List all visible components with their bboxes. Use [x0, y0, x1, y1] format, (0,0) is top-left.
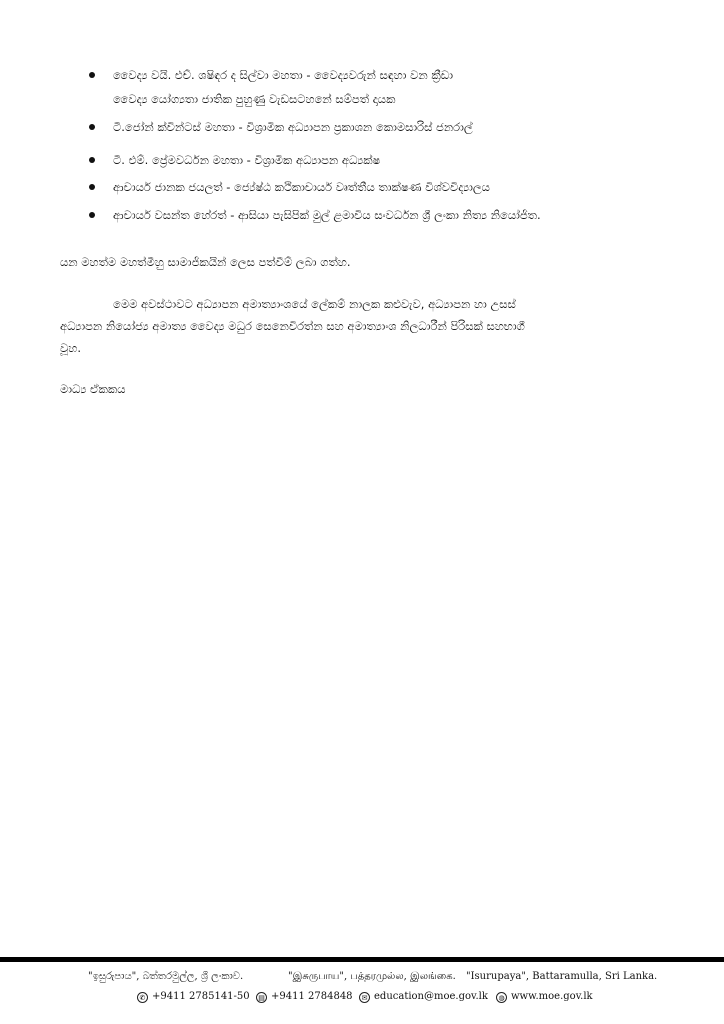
fax-contact — [256, 990, 353, 1004]
phone-number: +9411 2785141-50 — [152, 991, 250, 1002]
fax-icon: ▤ — [256, 992, 267, 1003]
member-line: වෛද්‍ය වයි. එච්. ශෂිඳර ද සිල්වා මහතා - වෛද්‍යවරුන් සඳහා වන ක්‍රීඩා — [113, 68, 453, 82]
member-line: ආචාර්ය ජානක ජයලත් - ජ්‍යේෂ්ඨ කථිකාචාර්ය වෘත්තීය තාක්ෂණ විශ්වවිද්‍යාලය — [113, 180, 490, 194]
member-line: ආචාර්ය වසන්ත හේරත් - ආසියා පැසිපික් මුල් ළමාවිය සංවර්ධන ශ්‍රී ලංකා නිත්‍ය නියෝජිත. — [113, 208, 541, 222]
website-url[interactable]: www.moe.gov.lk — [511, 991, 593, 1002]
footer-divider — [0, 957, 724, 962]
address-sinhala: "ඉසුරුපාය", බත්තරමුල්ල, ශ්‍රී ලංකාව. — [88, 971, 244, 982]
member-line: ටී.ජෝන් ක්වින්ටස් මහතා - විශ්‍රාමික අධ්‍යාපන ප්‍රකාශන කොමසාරිස් ජනරාල් — [113, 120, 473, 134]
attendance-paragraph-line2: අධ්‍යාපන නියෝජ්‍ය අමාත්‍ය වෛද්‍ය මධුර සෙනෙවිරත්න සහ අමාත්‍යාංශ නිලධාරීන් පිරිසක් සහභාගී — [60, 319, 525, 333]
media-unit-signature: මාධ්‍ය ඒකකය — [60, 382, 126, 396]
bullet-icon — [89, 72, 95, 78]
attendance-paragraph-line3: වූහ. — [60, 341, 81, 355]
email-contact[interactable] — [359, 990, 488, 1004]
member-line: ටී. එම්. ප්‍රේමවර්ධන මහතා - විශ්‍රාමික අධ්‍යාපන අධ්‍යක්ෂ — [113, 153, 381, 167]
bullet-icon — [89, 157, 95, 163]
phone-contact — [137, 990, 250, 1004]
bullet-icon — [89, 212, 95, 218]
phone-icon: ✆ — [137, 992, 148, 1003]
address-tamil: "இசுருபாய", பத்தரமுல்ல, இலங்கை. — [288, 971, 456, 982]
attendance-paragraph-line1: මෙම අවස්ථාවට අධ්‍යාපන අමාත්‍යාංශයේ ලේකම් නාලක කළුවැව, අධ්‍යාපන හා උසස් — [113, 297, 516, 311]
bullet-icon — [89, 184, 95, 190]
members-appointed-paragraph: යන මහත්ම මහත්මීහු සාමාජිකයින් ලෙස පත්වීම් ලබා ගත්හ. — [60, 255, 351, 269]
bullet-icon — [89, 124, 95, 130]
web-contact[interactable] — [496, 990, 593, 1004]
email-address[interactable]: education@moe.gov.lk — [374, 991, 488, 1002]
globe-icon: ◍ — [496, 992, 507, 1003]
member-line-continued: වෛද්‍ය යෝග්‍යතා ජාතික පුහුණු වැඩසටහනේ සම්පත් දායක — [113, 92, 396, 106]
address-english: "Isurupaya", Battaramulla, Sri Lanka. — [466, 971, 658, 982]
email-icon: ✉ — [359, 992, 370, 1003]
fax-number: +9411 2784848 — [271, 991, 353, 1002]
